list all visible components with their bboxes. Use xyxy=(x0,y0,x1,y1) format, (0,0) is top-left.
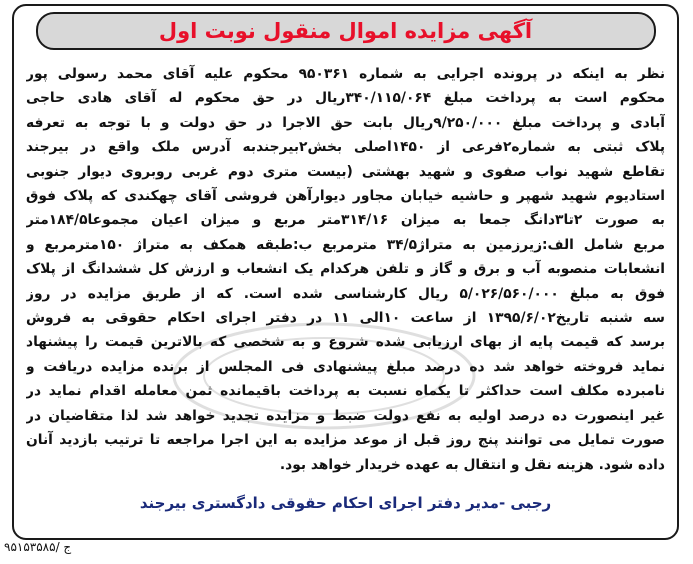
body-line: داده شود. هزینه نقل و انتقال به عهده خریدار خواهد بود. xyxy=(279,456,665,473)
ad-code: ۹۵۱۵۳۵۸۵/ ج xyxy=(4,540,72,554)
body-line: سه شنبه تاریخ۱۳۹۵/۶/۰۲ از ساعت ۱۰الی ۱۱ در دفتر اجرای احکام حقوقی به فروش xyxy=(26,310,665,327)
body-line: انشعابات منصوبه آب و برق و گاز و تلفن هرکدام یک انشعاب و ارزش کل ششدانگ از پلاک xyxy=(26,261,665,278)
body-line: استادیوم شهید شهپر و حاشیه خیابان مجاور دیوارآهن فروشی آقای چهکندی که پلاک فوق xyxy=(26,188,665,205)
body-line: آبادی و پرداخت مبلغ ۹/۲۵۰/۰۰۰ریال بابت حق الاجرا در حق دولت و با توجه به تعرفه xyxy=(26,114,665,131)
title-banner xyxy=(36,12,656,50)
body-line: به صورت ۲تا۳دانگ جمعا به میزان ۳۱۴/۱۶متر مربع و میزان اعیان مجموعا۱۸۴/۵متر xyxy=(26,212,665,229)
body-line: محکوم است به پرداخت مبلغ ۳۴۰/۱۱۵/۰۶۴ریال در حق محکوم له آقای هادی حاجی xyxy=(26,90,665,107)
body-line: نامبرده مکلف است حداکثر تا یکماه نسبت به پرداخت باقیمانده ثمن معامله اقدام نماید در xyxy=(26,383,665,400)
body-line: غیر اینصورت ده درصد اولیه به نفع دولت ضبط و مزایده تجدید خواهد شد لذا متقاضیان در xyxy=(26,407,665,424)
notice-body xyxy=(26,62,665,477)
body-line: نظر به اینکه در پرونده اجرایی به شماره ۹۵۰۳۶۱ محکوم علیه آقای محمد رسولی پور xyxy=(26,66,665,82)
body-line: مربع شامل الف:زیرزمین به متراژ۳۴/۵ مترمربع ب:طبقه همکف به متراژ ۱۵۰مترمربع و xyxy=(26,236,665,253)
signature-line: رجبی -مدیر دفتر اجرای احکام حقوقی دادگستری بیرجند xyxy=(139,494,552,512)
notice-title: آگهی مزایده اموال منقول نوبت اول xyxy=(158,19,533,43)
notice-frame xyxy=(12,4,679,540)
body-line: صورت تمایل می توانند پنج روز قبل از موعد مزایده به این اجرا مراجعه تا ترتیب بازدید آنان xyxy=(26,432,665,449)
body-line: پلاک ثبتی به شماره۲فرعی از ۱۴۵۰اصلی بخش۲بیرجندبه آدرس ملک واقع در بیرجند xyxy=(26,139,665,156)
body-line: برسد که قیمت پایه از بهای ارزیابی شده شروع و به شخصی که بالاترین قیمت را پیشنهاد xyxy=(26,334,665,351)
body-line: تقاطع شهید نواب صفوی و شهید بهشتی (بیست متری دوم غربی روبروی دیوار جنوبی xyxy=(26,163,665,180)
body-line: فوق به مبلغ ۵/۰۲۶/۵۶۰/۰۰۰ ریال کارشناسی شده است. که از طریق مزایده در روز xyxy=(26,285,665,302)
body-line: نماید فروخته خواهد شد ده درصد مبلغ پیشنهادی فی المجلس از برنده مزایده دریافت و xyxy=(26,358,665,375)
